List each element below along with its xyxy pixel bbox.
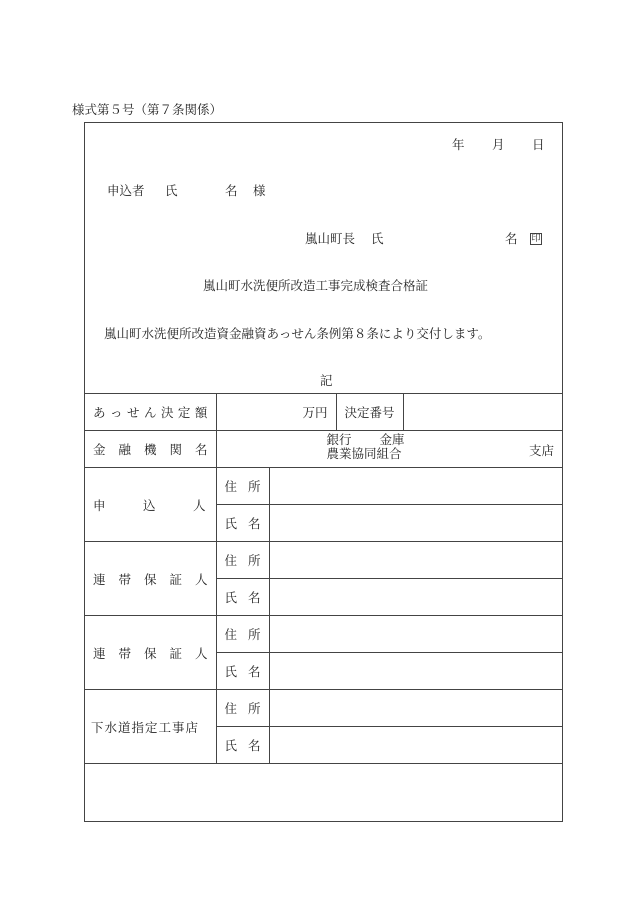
contractor-address-label: 住 所 <box>216 690 269 727</box>
form-number-label: 様式第５号（第７条関係） <box>72 102 223 117</box>
guarantor-1-label-cell: 連 帯 保 証 人 <box>85 542 216 616</box>
finance-value-cell[interactable] <box>216 431 562 468</box>
certificate-title: 嵐山町水洗便所改造工事完成検査合格証 <box>203 278 429 293</box>
applicant-line-name-1: 氏 <box>165 183 178 198</box>
decision-number-cell[interactable] <box>336 394 562 431</box>
guarantor-1-name-label: 氏 名 <box>216 579 269 616</box>
applicant-line-name-2: 名 <box>225 183 238 198</box>
guarantor-2-name-label: 氏 名 <box>216 653 269 690</box>
date-day: 日 <box>532 137 545 152</box>
ki-note: 記 <box>320 373 333 388</box>
applicant-name-field[interactable] <box>269 505 562 542</box>
guarantor-1-name-field[interactable] <box>269 579 562 616</box>
date-year: 年 <box>452 137 465 152</box>
amount-value-cell[interactable] <box>216 394 336 431</box>
contractor-label-cell: 下水道指定工事店 <box>85 690 216 764</box>
certificate-statement: 嵐山町水洗便所改造資金融資あっせん条例第８条により交付します。 <box>104 326 491 341</box>
applicant-name-label: 氏 名 <box>216 505 269 542</box>
agri-coop-text: 農業協同組合 <box>326 446 402 461</box>
amount-unit: 万円 <box>302 405 328 420</box>
finance-label-cell: 金 融 機 関 名 <box>85 431 216 468</box>
certificate-frame <box>84 122 563 822</box>
seal-mark: 印 <box>531 234 541 244</box>
applicant-line-label: 申込者 <box>107 183 145 198</box>
remarks-field[interactable] <box>85 764 562 821</box>
guarantor-2-address-label: 住 所 <box>216 616 269 653</box>
mayor-name-2: 名 <box>505 231 518 246</box>
branch-text: 支店 <box>529 443 555 458</box>
decision-number-label: 決定番号 <box>337 394 404 430</box>
guarantor-1-address-field[interactable] <box>269 542 562 579</box>
applicant-line-honorific: 様 <box>253 183 266 198</box>
details-table <box>85 393 562 821</box>
guarantor-2-address-field[interactable] <box>269 616 562 653</box>
guarantor-2-name-field[interactable] <box>269 653 562 690</box>
contractor-name-field[interactable] <box>269 727 562 764</box>
applicant-label-cell: 申 込 人 <box>85 468 216 542</box>
date-month: 月 <box>492 137 505 152</box>
applicant-address-field[interactable] <box>269 468 562 505</box>
guarantor-1-address-label: 住 所 <box>216 542 269 579</box>
applicant-address-label: 住 所 <box>216 468 269 505</box>
mayor-title: 嵐山町長 <box>305 231 356 246</box>
bank-text: 銀行 <box>326 432 352 447</box>
guarantor-2-label-cell: 連 帯 保 証 人 <box>85 616 216 690</box>
shinkin-text: 金庫 <box>379 432 405 447</box>
mayor-name-1: 氏 <box>371 231 384 246</box>
amount-label-cell: あ っ せ ん 決 定 額 <box>85 394 216 431</box>
contractor-name-label: 氏 名 <box>216 727 269 764</box>
contractor-address-field[interactable] <box>269 690 562 727</box>
